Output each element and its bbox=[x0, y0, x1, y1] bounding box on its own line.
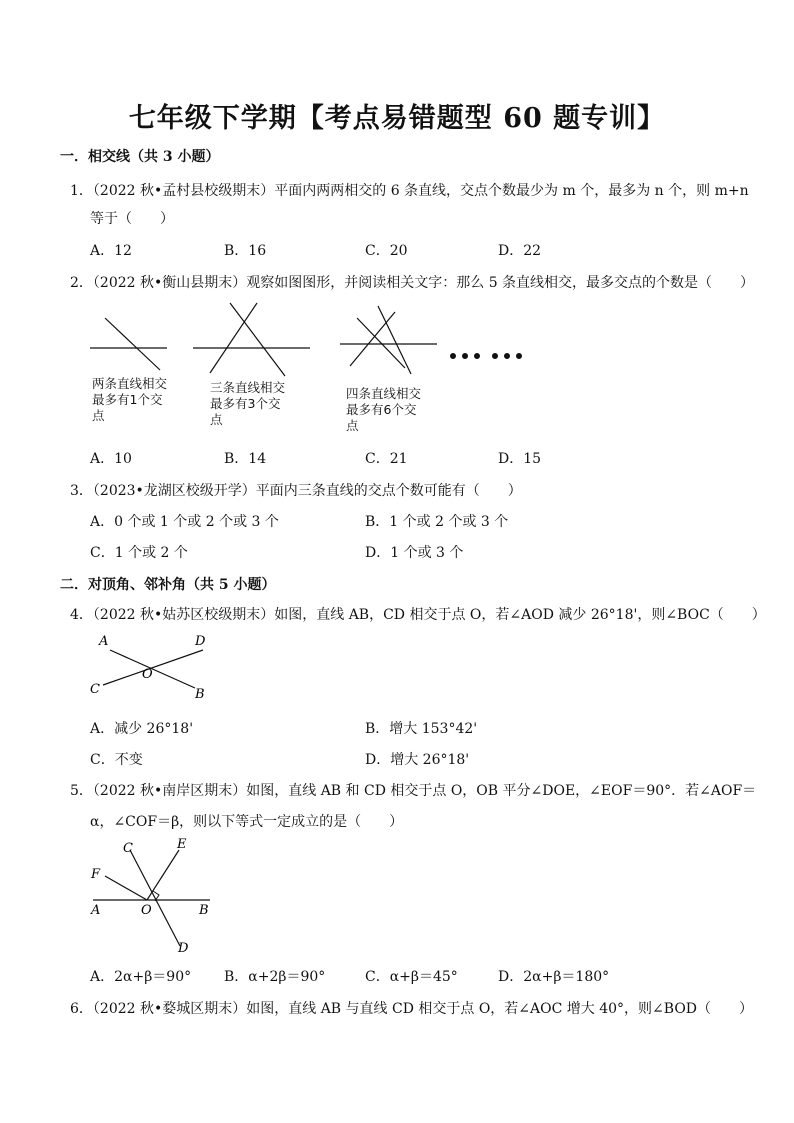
q2-option-d: D．15 bbox=[498, 451, 542, 467]
q5-option-c: C．α+β＝45° bbox=[365, 969, 458, 985]
q5-label-b: B bbox=[199, 903, 209, 918]
q1-option-a: A．12 bbox=[90, 243, 132, 259]
q4-label-a: A bbox=[99, 634, 109, 649]
q1-option-b: B．16 bbox=[224, 243, 267, 259]
q5-figure bbox=[85, 836, 225, 961]
ellipsis-dots bbox=[450, 344, 528, 363]
q1-option-d: D．22 bbox=[498, 243, 542, 259]
q5-option-a: A．2α+β＝90° bbox=[90, 969, 192, 985]
q2-caption-3: 四条直线相交最多有6个交点 bbox=[346, 386, 422, 433]
q5-label-e: E bbox=[177, 837, 187, 852]
q5-option-d: D．2α+β＝180° bbox=[498, 969, 610, 985]
q4-label-b: B bbox=[195, 687, 205, 702]
question-5-text: 5．（2022 秋•南岸区期末）如图，直线 AB 和 CD 相交于点 O，OB 平分∠DOE，∠EOF＝90°．若∠AOF＝ bbox=[70, 783, 757, 799]
q3-option-d: D．1 个或 3 个 bbox=[365, 545, 464, 561]
section-heading-2: 二．对顶角、邻补角（共 5 小题） bbox=[60, 577, 276, 593]
q4-label-c: C bbox=[90, 682, 100, 697]
q2-caption-1: 两条直线相交最多有1个交点 bbox=[92, 376, 168, 423]
q2-option-a: A．10 bbox=[90, 451, 132, 467]
q5-label-f: F bbox=[91, 867, 101, 882]
q2-option-b: B．14 bbox=[224, 451, 267, 467]
q3-option-b: B．1 个或 2 个或 3 个 bbox=[365, 514, 509, 530]
question-1-text: 1．（2022 秋•孟村县校级期末）平面内两两相交的 6 条直线，交点个数最少为 m 个，最多为 n 个，则 m+n bbox=[70, 183, 749, 199]
section-heading-1: 一．相交线（共 3 小题） bbox=[60, 149, 220, 165]
q4-figure bbox=[85, 628, 225, 703]
q4-label-d: D bbox=[195, 634, 206, 649]
question-4-text: 4．（2022 秋•姑苏区校级期末）如图，直线 AB，CD 相交于点 O，若∠AOD 减少 26°18'，则∠BOC（ ） bbox=[70, 607, 766, 623]
question-1-text-cont: 等于（ ） bbox=[90, 211, 174, 227]
q5-label-d: D bbox=[178, 941, 189, 956]
question-2-text: 2．（2022 秋•衡山县期末）观察如图图形，并阅读相关文字：那么 5 条直线相交，最多交点的个数是（ ） bbox=[70, 275, 755, 291]
q4-option-b: B．增大 153°42' bbox=[365, 721, 478, 737]
q2-option-c: C．21 bbox=[365, 451, 408, 467]
question-6-text: 6．（2022 秋•婺城区期末）如图，直线 AB 与直线 CD 相交于点 O，若∠AOC 增大 40°，则∠BOD（ ） bbox=[70, 1001, 754, 1017]
q5-label-a: A bbox=[91, 903, 101, 918]
q4-option-c: C．不变 bbox=[90, 752, 143, 768]
q4-option-d: D．增大 26°18' bbox=[365, 752, 470, 768]
q5-label-c: C bbox=[123, 841, 133, 856]
q5-option-b: B．α+2β＝90° bbox=[224, 969, 326, 985]
q2-figure-lines bbox=[85, 298, 535, 378]
q2-caption-2: 三条直线相交最多有3个交点 bbox=[210, 380, 286, 427]
q1-option-c: C．20 bbox=[365, 243, 408, 259]
q3-option-c: C．1 个或 2 个 bbox=[90, 545, 188, 561]
page-title: 七年级下学期【考点易错题型 60 题专训】 bbox=[128, 103, 666, 134]
question-5-text-cont: α，∠COF＝β，则以下等式一定成立的是（ ） bbox=[90, 814, 404, 830]
q4-option-a: A．减少 26°18' bbox=[90, 721, 194, 737]
q4-label-o: O bbox=[142, 667, 153, 682]
q5-label-o: O bbox=[141, 903, 152, 918]
q3-option-a: A．0 个或 1 个或 2 个或 3 个 bbox=[90, 514, 279, 530]
question-3-text: 3．（2023•龙湖区校级开学）平面内三条直线的交点个数可能有（ ） bbox=[70, 483, 522, 499]
